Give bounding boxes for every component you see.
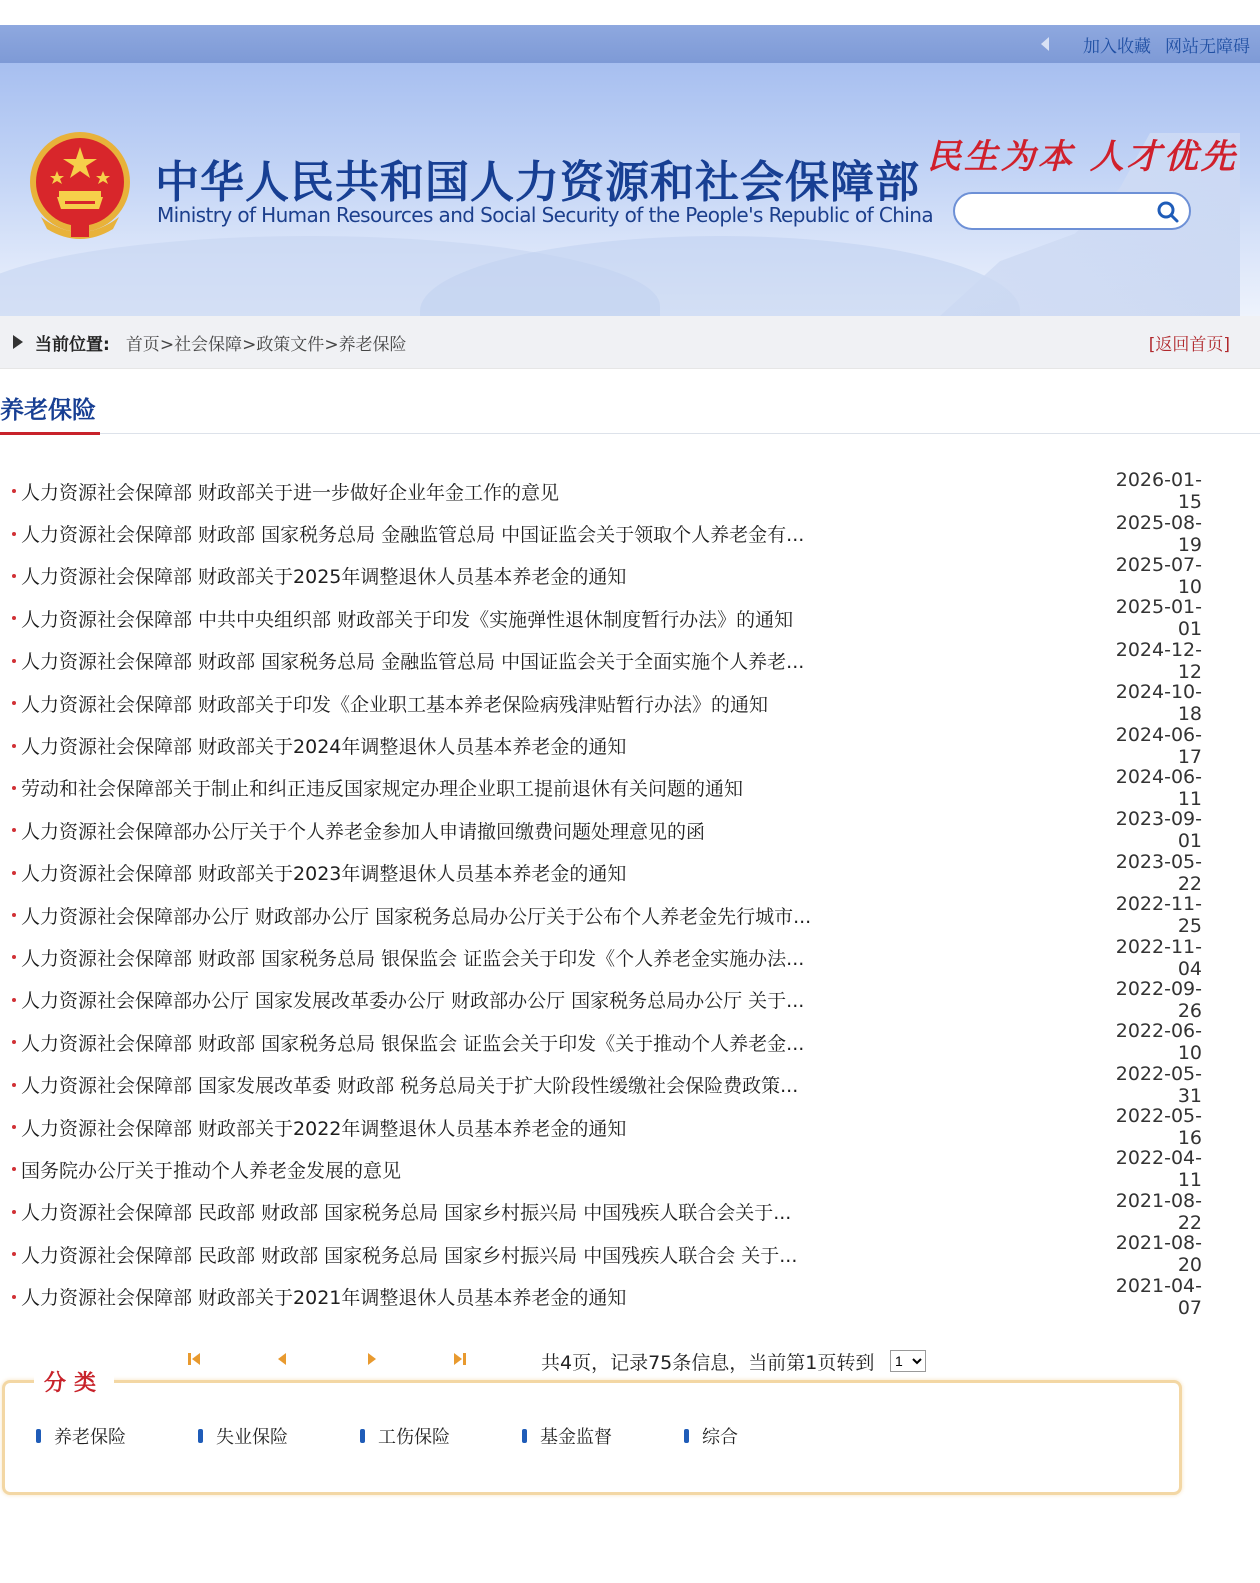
article-title: 人力资源社会保障部办公厅关于个人养老金参加人申请撤回缴费问题处理意见的函 bbox=[21, 820, 706, 843]
list-item bbox=[12, 1106, 1202, 1148]
article-title: 劳动和社会保障部关于制止和纠正违反国家规定办理企业职工提前退休有关问题的通知 bbox=[21, 778, 744, 801]
list-item bbox=[12, 1233, 1202, 1275]
bullet-dot bbox=[12, 616, 16, 620]
category-marker-icon bbox=[522, 1429, 527, 1443]
bullet-dot bbox=[12, 1210, 16, 1214]
accessibility-link[interactable]: 网站无障碍 bbox=[1165, 36, 1250, 57]
bullet-dot bbox=[12, 913, 16, 917]
article-title: 人力资源社会保障部 民政部 财政部 国家税务总局 国家乡村振兴局 中国残疾人联合会关于... bbox=[21, 1202, 792, 1225]
article-title: 人力资源社会保障部办公厅 国家发展改革委办公厅 财政部办公厅 国家税务总局办公厅 关于... bbox=[21, 990, 805, 1013]
top-utility-bar bbox=[0, 25, 1260, 63]
list-item bbox=[12, 640, 1202, 682]
list-item bbox=[12, 1191, 1202, 1233]
bullet-dot bbox=[12, 1252, 16, 1256]
article-date: 2021-08-20 bbox=[1115, 1232, 1202, 1277]
article-title: 人力资源社会保障部 财政部关于2023年调整退休人员基本养老金的通知 bbox=[21, 863, 627, 886]
category-marker-icon bbox=[684, 1429, 689, 1443]
bullet-dot bbox=[12, 998, 16, 1002]
list-item bbox=[12, 597, 1202, 639]
list-item bbox=[12, 1021, 1202, 1063]
bullet-dot bbox=[12, 701, 16, 705]
back-home-link[interactable]: [返回首页] bbox=[1148, 334, 1230, 355]
article-link[interactable] bbox=[12, 902, 811, 929]
list-item bbox=[12, 852, 1202, 894]
first-page-icon[interactable] bbox=[184, 1349, 204, 1369]
article-title: 人力资源社会保障部 民政部 财政部 国家税务总局 国家乡村振兴局 中国残疾人联合会 关于... bbox=[21, 1244, 798, 1267]
site-title-cn[interactable]: 中华人民共和国人力资源和社会保障部 bbox=[155, 157, 920, 208]
list-item bbox=[12, 894, 1202, 936]
article-title: 人力资源社会保障部 财政部 国家税务总局 银保监会 证监会关于印发《关于推动个人养老金... bbox=[21, 1032, 805, 1055]
list-item bbox=[12, 1148, 1202, 1190]
article-title: 人力资源社会保障部 财政部关于2021年调整退休人员基本养老金的通知 bbox=[21, 1287, 627, 1310]
article-link[interactable] bbox=[12, 732, 626, 759]
speaker-icon bbox=[1041, 37, 1051, 51]
article-link[interactable] bbox=[12, 647, 804, 674]
article-link[interactable] bbox=[12, 562, 626, 589]
article-date: 2026-01-15 bbox=[1115, 469, 1202, 514]
bullet-dot bbox=[12, 489, 16, 493]
category-marker-icon bbox=[360, 1429, 365, 1443]
article-date: 2024-10-18 bbox=[1115, 681, 1202, 726]
article-link[interactable] bbox=[12, 986, 804, 1013]
category-list bbox=[36, 1423, 846, 1449]
category-label: 基金监督 bbox=[540, 1427, 612, 1448]
article-title: 人力资源社会保障部 财政部 国家税务总局 银保监会 证监会关于印发《个人养老金实施办法... bbox=[21, 947, 805, 970]
article-date: 2022-11-04 bbox=[1115, 935, 1202, 980]
breadcrumb-separator: > bbox=[242, 334, 257, 355]
article-date: 2025-07-10 bbox=[1115, 553, 1202, 598]
section-title: 养老保险 bbox=[0, 396, 96, 424]
article-date: 2023-09-01 bbox=[1115, 808, 1202, 853]
article-link[interactable] bbox=[12, 690, 768, 717]
category-title: 分类 bbox=[34, 1366, 114, 1397]
page-select[interactable] bbox=[890, 1350, 926, 1372]
article-link[interactable] bbox=[12, 1156, 401, 1183]
list-item bbox=[12, 682, 1202, 724]
article-title: 人力资源社会保障部 国家发展改革委 财政部 税务总局关于扩大阶段性缓缴社会保险费政策... bbox=[21, 1075, 799, 1098]
article-date: 2025-08-19 bbox=[1115, 511, 1202, 556]
search-box bbox=[953, 192, 1191, 230]
category-marker-icon bbox=[198, 1429, 203, 1443]
article-title: 人力资源社会保障部办公厅 财政部办公厅 国家税务总局办公厅关于公布个人养老金先行城市... bbox=[21, 905, 812, 928]
category-fund-supervision[interactable] bbox=[522, 1423, 684, 1449]
article-link[interactable] bbox=[12, 1283, 626, 1310]
play-triangle-icon bbox=[13, 335, 23, 349]
article-link[interactable] bbox=[12, 605, 793, 632]
site-banner bbox=[0, 63, 1260, 316]
breadcrumb-current[interactable]: 养老保险 bbox=[338, 334, 407, 355]
article-link[interactable] bbox=[12, 1071, 798, 1098]
bullet-dot bbox=[12, 955, 16, 959]
article-link[interactable] bbox=[12, 1114, 626, 1141]
article-date: 2021-08-22 bbox=[1115, 1189, 1202, 1234]
bullet-dot bbox=[12, 1083, 16, 1087]
search-input[interactable] bbox=[969, 199, 1149, 223]
article-title: 人力资源社会保障部 中共中央组织部 财政部关于印发《实施弹性退休制度暂行办法》的通知 bbox=[21, 608, 794, 631]
add-favorite-link[interactable]: 加入收藏 bbox=[1083, 36, 1151, 57]
list-item bbox=[12, 979, 1202, 1021]
article-title: 人力资源社会保障部 财政部关于2022年调整退休人员基本养老金的通知 bbox=[21, 1117, 627, 1140]
category-unemployment[interactable] bbox=[198, 1423, 360, 1449]
list-item bbox=[12, 512, 1202, 554]
pagination bbox=[0, 1342, 1260, 1382]
search-icon[interactable] bbox=[1155, 199, 1181, 225]
article-date: 2022-05-31 bbox=[1115, 1062, 1202, 1107]
breadcrumb-policy-docs[interactable]: 政策文件 bbox=[256, 334, 325, 355]
category-work-injury[interactable] bbox=[360, 1423, 522, 1449]
national-emblem-icon bbox=[27, 129, 133, 241]
bullet-dot bbox=[12, 1125, 16, 1129]
article-title: 人力资源社会保障部 财政部关于进一步做好企业年金工作的意见 bbox=[21, 481, 560, 504]
article-link[interactable] bbox=[12, 1198, 791, 1225]
list-item bbox=[12, 555, 1202, 597]
list-item bbox=[12, 470, 1202, 512]
bullet-dot bbox=[12, 659, 16, 663]
breadcrumb-label: 当前位置: bbox=[35, 334, 110, 355]
article-link[interactable] bbox=[12, 520, 804, 547]
breadcrumb-separator: > bbox=[324, 334, 339, 355]
article-date: 2024-06-17 bbox=[1115, 723, 1202, 768]
list-item bbox=[12, 767, 1202, 809]
article-date: 2022-09-26 bbox=[1115, 977, 1202, 1022]
prev-page-icon[interactable] bbox=[272, 1349, 292, 1369]
article-date: 2022-05-16 bbox=[1115, 1105, 1202, 1150]
article-date: 2021-04-07 bbox=[1115, 1274, 1202, 1319]
category-pension[interactable] bbox=[36, 1423, 198, 1449]
category-marker-icon bbox=[36, 1429, 41, 1443]
article-title: 人力资源社会保障部 财政部 国家税务总局 金融监管总局 中国证监会关于全面实施个人养老... bbox=[21, 651, 805, 674]
category-general[interactable] bbox=[684, 1423, 846, 1449]
article-date: 2022-11-25 bbox=[1115, 893, 1202, 938]
list-item bbox=[12, 809, 1202, 851]
last-page-icon[interactable] bbox=[450, 1349, 470, 1369]
section-title-underline bbox=[0, 432, 100, 435]
bullet-dot bbox=[12, 786, 16, 790]
article-link[interactable] bbox=[12, 817, 705, 844]
article-title: 人力资源社会保障部 财政部关于印发《企业职工基本养老保险病残津贴暂行办法》的通知 bbox=[21, 693, 769, 716]
article-link[interactable] bbox=[12, 859, 626, 886]
article-link[interactable] bbox=[12, 944, 804, 971]
article-date: 2024-06-11 bbox=[1115, 765, 1202, 810]
article-title: 人力资源社会保障部 财政部关于2024年调整退休人员基本养老金的通知 bbox=[21, 736, 627, 759]
article-date: 2023-05-22 bbox=[1115, 850, 1202, 895]
site-title-en: Ministry of Human Resources and Social Security of the People's Republic of China bbox=[157, 203, 934, 227]
section-divider bbox=[0, 433, 1260, 434]
bullet-dot bbox=[12, 744, 16, 748]
article-date: 2022-06-10 bbox=[1115, 1020, 1202, 1065]
next-page-icon[interactable] bbox=[362, 1349, 382, 1369]
article-title: 国务院办公厅关于推动个人养老金发展的意见 bbox=[21, 1159, 402, 1182]
article-link[interactable] bbox=[12, 1241, 797, 1268]
bullet-dot bbox=[12, 1167, 16, 1171]
list-item bbox=[12, 724, 1202, 766]
pagination-info: 共4页，记录75条信息，当前第1页转到 bbox=[541, 1352, 875, 1374]
breadcrumb-social-security[interactable]: 社会保障 bbox=[174, 334, 243, 355]
article-date: 2024-12-12 bbox=[1115, 638, 1202, 683]
article-link[interactable] bbox=[12, 478, 559, 505]
bullet-dot bbox=[12, 828, 16, 832]
breadcrumb-home[interactable]: 首页 bbox=[125, 334, 160, 355]
list-item bbox=[12, 1275, 1202, 1317]
category-label: 综合 bbox=[702, 1427, 738, 1448]
bullet-dot bbox=[12, 1040, 16, 1044]
list-item bbox=[12, 1063, 1202, 1105]
bullet-dot bbox=[12, 1295, 16, 1299]
breadcrumb-bar bbox=[0, 316, 1260, 369]
article-date: 2022-04-11 bbox=[1115, 1147, 1202, 1192]
article-title: 人力资源社会保障部 财政部 国家税务总局 金融监管总局 中国证监会关于领取个人养老金有... bbox=[21, 524, 805, 547]
category-label: 工伤保险 bbox=[378, 1427, 450, 1448]
article-link[interactable] bbox=[12, 1029, 804, 1056]
bullet-dot bbox=[12, 871, 16, 875]
site-slogan: 民生为本 人才优先 bbox=[927, 137, 1238, 177]
breadcrumb-separator: > bbox=[159, 334, 175, 355]
category-label: 失业保险 bbox=[216, 1427, 288, 1448]
bullet-dot bbox=[12, 574, 16, 578]
list-item bbox=[12, 936, 1202, 978]
bullet-dot bbox=[12, 532, 16, 536]
category-label: 养老保险 bbox=[54, 1427, 126, 1448]
article-title: 人力资源社会保障部 财政部关于2025年调整退休人员基本养老金的通知 bbox=[21, 566, 627, 589]
article-link[interactable] bbox=[12, 774, 743, 801]
breadcrumb bbox=[126, 330, 407, 355]
article-list bbox=[12, 470, 1202, 1318]
article-date: 2025-01-01 bbox=[1115, 596, 1202, 641]
